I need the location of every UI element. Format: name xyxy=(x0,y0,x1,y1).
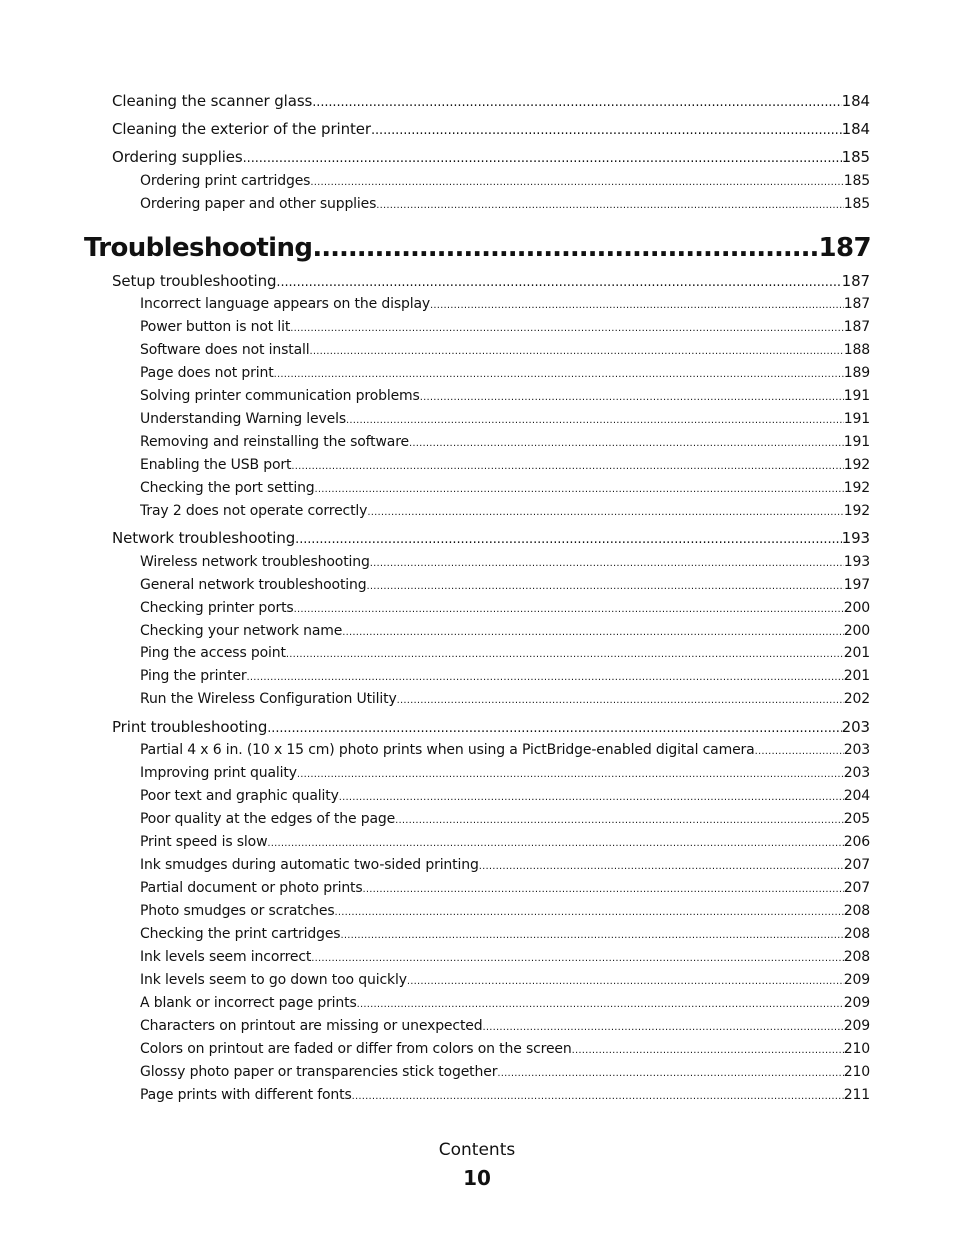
toc-entry xyxy=(140,1016,870,1037)
toc-entry-page: 201 xyxy=(843,645,870,661)
dot-leader xyxy=(310,341,844,361)
dot-leader xyxy=(397,690,844,710)
toc-entry xyxy=(140,386,870,407)
dot-leader xyxy=(357,994,844,1014)
toc-chapter-page: 187 xyxy=(818,233,871,263)
toc-entry-page: 200 xyxy=(843,623,870,639)
toc-entry-page: 193 xyxy=(841,529,870,547)
toc-entry-title: Checking printer ports xyxy=(140,600,294,616)
toc-entry xyxy=(140,878,870,899)
toc-entry xyxy=(112,716,870,738)
toc-entry-page: 187 xyxy=(841,272,870,290)
toc-chapter-heading xyxy=(84,231,871,265)
toc-entry-page: 185 xyxy=(841,148,870,166)
toc-entry-title: Improving print quality xyxy=(140,765,297,781)
toc-entry-title: Ordering paper and other supplies xyxy=(140,196,377,212)
toc-entry xyxy=(140,1039,870,1060)
toc-entry-page: 203 xyxy=(841,718,870,736)
toc-entry-title: Colors on printout are faded or differ from colors on the screen xyxy=(140,1041,572,1057)
toc-entry-title: Print troubleshooting xyxy=(112,718,268,736)
toc-entry-title: Characters on printout are missing or unexpected xyxy=(140,1018,483,1034)
dot-leader xyxy=(267,833,843,853)
toc-entry-page: 184 xyxy=(841,120,870,138)
toc-entry-page: 208 xyxy=(843,949,870,965)
toc-entry xyxy=(140,832,870,853)
toc-entry-title: Ping the access point xyxy=(140,645,286,661)
toc-entry xyxy=(140,455,870,476)
toc-entry xyxy=(112,146,870,168)
toc-entry xyxy=(140,947,870,968)
toc-entry-page: 204 xyxy=(843,788,870,804)
toc-entry-title: Print speed is slow xyxy=(140,834,268,850)
toc-entry-page: 188 xyxy=(843,342,870,358)
dot-leader xyxy=(479,856,844,876)
dot-leader xyxy=(297,764,844,784)
toc-entry xyxy=(140,363,870,384)
toc-entry-title: Partial document or photo prints xyxy=(140,880,363,896)
toc-entry-page: 192 xyxy=(843,457,870,473)
dot-leader xyxy=(312,231,818,265)
toc-entry-title: Glossy photo paper or transparencies stick together xyxy=(140,1064,498,1080)
toc-entry-title: Network troubleshooting xyxy=(112,529,296,547)
toc-entry-page: 189 xyxy=(843,365,870,381)
toc-entry xyxy=(140,666,870,687)
toc-entry xyxy=(140,763,870,784)
toc-entry xyxy=(140,575,870,596)
toc-entry-title: Checking the port setting xyxy=(140,480,315,496)
dot-leader xyxy=(346,410,844,430)
dot-leader xyxy=(290,318,843,338)
toc-entry xyxy=(140,432,870,453)
toc-entry-title: A blank or incorrect page prints xyxy=(140,995,357,1011)
dot-leader xyxy=(243,148,842,168)
toc-entry-title: Ink levels seem to go down too quickly xyxy=(140,972,407,988)
toc-entry xyxy=(140,621,870,642)
dot-leader xyxy=(572,1040,844,1060)
toc-entry-title: Power button is not lit xyxy=(140,319,291,335)
dot-leader xyxy=(295,529,841,549)
toc-entry-page: 191 xyxy=(843,434,870,450)
toc-entry-title: Incorrect language appears on the display xyxy=(140,296,431,312)
footer-section-label: Contents xyxy=(438,1140,516,1160)
toc-entry-page: 207 xyxy=(843,857,870,873)
dot-leader xyxy=(367,502,843,522)
dot-leader xyxy=(247,667,844,687)
toc-entry-page: 209 xyxy=(843,972,870,988)
toc-entry-page: 211 xyxy=(843,1087,870,1103)
toc-entry-title: Checking the print cartridges xyxy=(140,926,341,942)
toc-entry-page: 191 xyxy=(843,411,870,427)
toc-entry-page: 207 xyxy=(843,880,870,896)
toc-entry xyxy=(112,118,870,140)
toc-entry-page: 209 xyxy=(843,1018,870,1034)
dot-leader xyxy=(497,1063,843,1083)
toc-entry xyxy=(140,1062,870,1083)
toc-entry-title: Ink levels seem incorrect xyxy=(140,949,312,965)
toc-entry xyxy=(140,993,870,1014)
toc-entry-page: 208 xyxy=(843,903,870,919)
toc-entry-page: 193 xyxy=(843,554,870,570)
dot-leader xyxy=(286,644,844,664)
toc-entry xyxy=(140,643,870,664)
toc-entry-page: 184 xyxy=(841,92,870,110)
dot-leader xyxy=(755,741,844,761)
toc-entry xyxy=(112,90,870,112)
toc-entry xyxy=(140,598,870,619)
toc-entry-page: 209 xyxy=(843,995,870,1011)
toc-entry xyxy=(140,1085,870,1106)
toc-entry xyxy=(140,501,870,522)
dot-leader xyxy=(370,553,844,573)
toc-entry-title: Page does not print xyxy=(140,365,274,381)
toc-entry-title: Cleaning the exterior of the printer xyxy=(112,120,371,138)
toc-entry-title: Partial 4 x 6 in. (10 x 15 cm) photo prints when using a PictBridge-enabled digital camera xyxy=(140,742,755,758)
toc-entry-page: 210 xyxy=(843,1064,870,1080)
toc-entry xyxy=(140,786,870,807)
toc-entry-title: Poor text and graphic quality xyxy=(140,788,339,804)
toc-entry xyxy=(112,527,870,549)
dot-leader xyxy=(395,810,844,830)
dot-leader xyxy=(315,479,844,499)
dot-leader xyxy=(409,433,844,453)
toc-entry-title: General network troubleshooting xyxy=(140,577,367,593)
toc-entry xyxy=(140,294,870,315)
toc-entry-page: 206 xyxy=(843,834,870,850)
toc-entry-title: Cleaning the scanner glass xyxy=(112,92,313,110)
toc-entry-title: Ordering supplies xyxy=(112,148,243,166)
toc-entry xyxy=(140,740,870,761)
toc-entry xyxy=(112,270,870,292)
toc-entry-page: 185 xyxy=(843,173,870,189)
toc-entry-title: Ordering print cartridges xyxy=(140,173,311,189)
toc-entry-title: Software does not install xyxy=(140,342,310,358)
toc-entry xyxy=(140,409,870,430)
toc-entry-title: Setup troubleshooting xyxy=(112,272,277,290)
dot-leader xyxy=(312,92,841,112)
footer-page-number: 10 xyxy=(463,1166,491,1190)
toc-entry-title: Understanding Warning levels xyxy=(140,411,346,427)
toc-entry-page: 201 xyxy=(843,668,870,684)
toc-entry xyxy=(140,317,870,338)
dot-leader xyxy=(430,295,844,315)
dot-leader xyxy=(340,925,843,945)
toc-entry-title: Ping the printer xyxy=(140,668,247,684)
toc-chapter-title: Troubleshooting xyxy=(84,233,313,263)
toc-entry-page: 202 xyxy=(843,691,870,707)
toc-entry xyxy=(140,171,870,192)
toc-entry-title: Poor quality at the edges of the page xyxy=(140,811,396,827)
toc-entry-title: Checking your network name xyxy=(140,623,343,639)
toc-entry-page: 200 xyxy=(843,600,870,616)
toc-entry-title: Ink smudges during automatic two-sided printing xyxy=(140,857,479,873)
dot-leader xyxy=(407,971,844,991)
toc-entry-title: Tray 2 does not operate correctly xyxy=(140,503,368,519)
toc-entry xyxy=(140,924,870,945)
toc-entry-page: 203 xyxy=(843,742,870,758)
toc-entry xyxy=(140,901,870,922)
toc-entry-title: Removing and reinstalling the software xyxy=(140,434,410,450)
dot-leader xyxy=(310,172,843,192)
dot-leader xyxy=(366,576,843,596)
toc-entry xyxy=(140,855,870,876)
dot-leader xyxy=(311,948,843,968)
dot-leader xyxy=(352,1086,844,1106)
dot-leader xyxy=(363,879,844,899)
dot-leader xyxy=(267,718,841,738)
dot-leader xyxy=(371,120,842,140)
dot-leader xyxy=(291,456,843,476)
dot-leader xyxy=(483,1017,844,1037)
toc-entry-title: Solving printer communication problems xyxy=(140,388,420,404)
toc-entry-page: 187 xyxy=(843,296,870,312)
toc-entry-title: Photo smudges or scratches xyxy=(140,903,335,919)
toc-entry xyxy=(140,970,870,991)
dot-leader xyxy=(274,364,844,384)
toc-entry xyxy=(140,478,870,499)
toc-entry-title: Run the Wireless Configuration Utility xyxy=(140,691,397,707)
toc-entry-page: 197 xyxy=(843,577,870,593)
toc-entry-page: 192 xyxy=(843,480,870,496)
toc-entry-page: 185 xyxy=(843,196,870,212)
toc-entry-page: 210 xyxy=(843,1041,870,1057)
toc-entry xyxy=(140,340,870,361)
toc-entry-page: 203 xyxy=(843,765,870,781)
dot-leader xyxy=(294,599,844,619)
toc-entry-title: Enabling the USB port xyxy=(140,457,292,473)
toc-entry-page: 205 xyxy=(843,811,870,827)
toc-entry xyxy=(140,552,870,573)
dot-leader xyxy=(376,195,843,215)
toc-entry-page: 208 xyxy=(843,926,870,942)
toc-entry-page: 192 xyxy=(843,503,870,519)
dot-leader xyxy=(276,272,841,292)
toc-entry-title: Wireless network troubleshooting xyxy=(140,554,370,570)
dot-leader xyxy=(339,787,844,807)
toc-entry-page: 191 xyxy=(843,388,870,404)
dot-leader xyxy=(342,622,844,642)
toc-entry-page: 187 xyxy=(843,319,870,335)
toc-entry xyxy=(140,809,870,830)
toc-entry xyxy=(140,194,870,215)
dot-leader xyxy=(335,902,844,922)
toc-entry-title: Page prints with different fonts xyxy=(140,1087,352,1103)
dot-leader xyxy=(420,387,844,407)
toc-entry xyxy=(140,689,870,710)
